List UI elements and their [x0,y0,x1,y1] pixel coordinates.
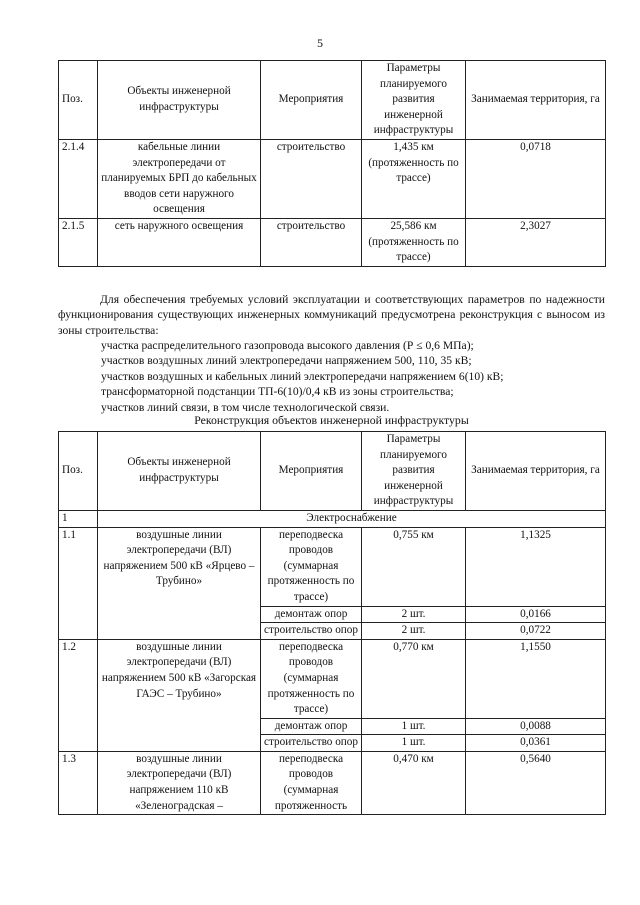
row-pos: 1.3 [59,751,98,814]
header-object: Объекты инженерной инфраструктуры [98,432,261,511]
row-pos: 2.1.4 [59,139,98,218]
section-title: Электроснабжение [98,510,606,527]
row-params: 0,770 км [362,639,466,718]
list-item: участков линий связи, в том числе технологической связи. [101,400,390,414]
row-action: переподвеска проводов (суммарная протяженность по трассе) [261,639,362,718]
row-action: демонтаж опор [261,606,362,623]
row-params: 2 шт. [362,623,466,640]
row-action: переподвеска проводов (суммарная протяженность [261,751,362,814]
row-area: 0,0718 [466,139,606,218]
header-object: Объекты инженерной инфраструктуры [98,61,261,140]
row-area: 0,0088 [466,718,606,735]
section-number: 1 [59,510,98,527]
header-params: Параметры планируемого развития инженерной инфраструктуры [362,61,466,140]
row-params: 25,586 км (протяженность по трассе) [362,218,466,266]
table-header-row [59,432,606,511]
row-action: строительство опор [261,623,362,640]
row-action: переподвеска проводов (суммарная протяженность по трассе) [261,527,362,606]
paragraph-text: Для обеспечения требуемых условий эксплуатации и соответствующих параметров по надежности функционирования существующих инженерных коммуникаций предусмотрена реконструкция с выносом из зоны строительства: [58,293,605,337]
row-params: 1 шт. [362,718,466,735]
list-item: участков воздушных линий электропередачи напряжением 500, 110, 35 кВ; [101,354,472,368]
list-item: участка распределительного газопровода высокого давления (Р ≤ 0,6 МПа); [101,339,474,352]
table-row [59,639,606,718]
row-area: 0,0722 [466,623,606,640]
row-params: 2 шт. [362,606,466,623]
row-action: строительство [261,218,362,266]
row-params: 1 шт. [362,735,466,752]
reconstruction-table [58,431,606,815]
row-action: строительство [261,139,362,218]
section-row [59,510,606,527]
row-area: 1,1325 [466,527,606,606]
row-pos: 1.1 [59,527,98,639]
row-pos: 1.2 [59,639,98,751]
table-row [59,139,606,218]
row-object: воздушные линии электропередачи (ВЛ) напряжением 110 кВ «Зеленоградская – [98,751,261,814]
row-params: 1,435 км (протяженность по трассе) [362,139,466,218]
row-params: 0,755 км [362,527,466,606]
body-paragraph [58,292,605,338]
row-area: 0,5640 [466,751,606,814]
row-object: сеть наружного освещения [98,218,261,266]
row-area: 0,0166 [466,606,606,623]
header-pos: Поз. [59,432,98,511]
table-row [59,751,606,814]
table-header-row [59,61,606,140]
row-action: строительство опор [261,735,362,752]
row-action: демонтаж опор [261,718,362,735]
page-number: 5 [317,36,323,50]
list-item: трансформаторной подстанции ТП-6(10)/0,4 кВ из зоны строительства; [101,385,454,399]
table-row [59,527,606,606]
header-action: Мероприятия [261,432,362,511]
table-row [59,218,606,266]
row-pos: 2.1.5 [59,218,98,266]
row-area: 1,1550 [466,639,606,718]
row-object: воздушные линии электропередачи (ВЛ) напряжением 500 кВ «Загорская ГАЭС – Трубино» [98,639,261,751]
header-area: Занимаемая территория, га [466,432,606,511]
list-item: участков воздушных и кабельных линий электропередачи напряжением 6(10) кВ; [101,369,504,383]
row-object: кабельные линии электропередачи от планируемых БРП до кабельных вводов сети наружного освещения [98,139,261,218]
header-area: Занимаемая территория, га [466,61,606,140]
row-area: 2,3027 [466,218,606,266]
row-params: 0,470 км [362,751,466,814]
header-action: Мероприятия [261,61,362,140]
table-caption: Реконструкция объектов инженерной инфраструктуры [194,413,469,427]
header-pos: Поз. [59,61,98,140]
row-object: воздушные линии электропередачи (ВЛ) напряжением 500 кВ «Ярцево – Трубино» [98,527,261,639]
reconstruction-list [101,338,605,415]
row-area: 0,0361 [466,735,606,752]
infrastructure-table-continued [58,60,606,267]
header-params: Параметры планируемого развития инженерной инфраструктуры [362,432,466,511]
